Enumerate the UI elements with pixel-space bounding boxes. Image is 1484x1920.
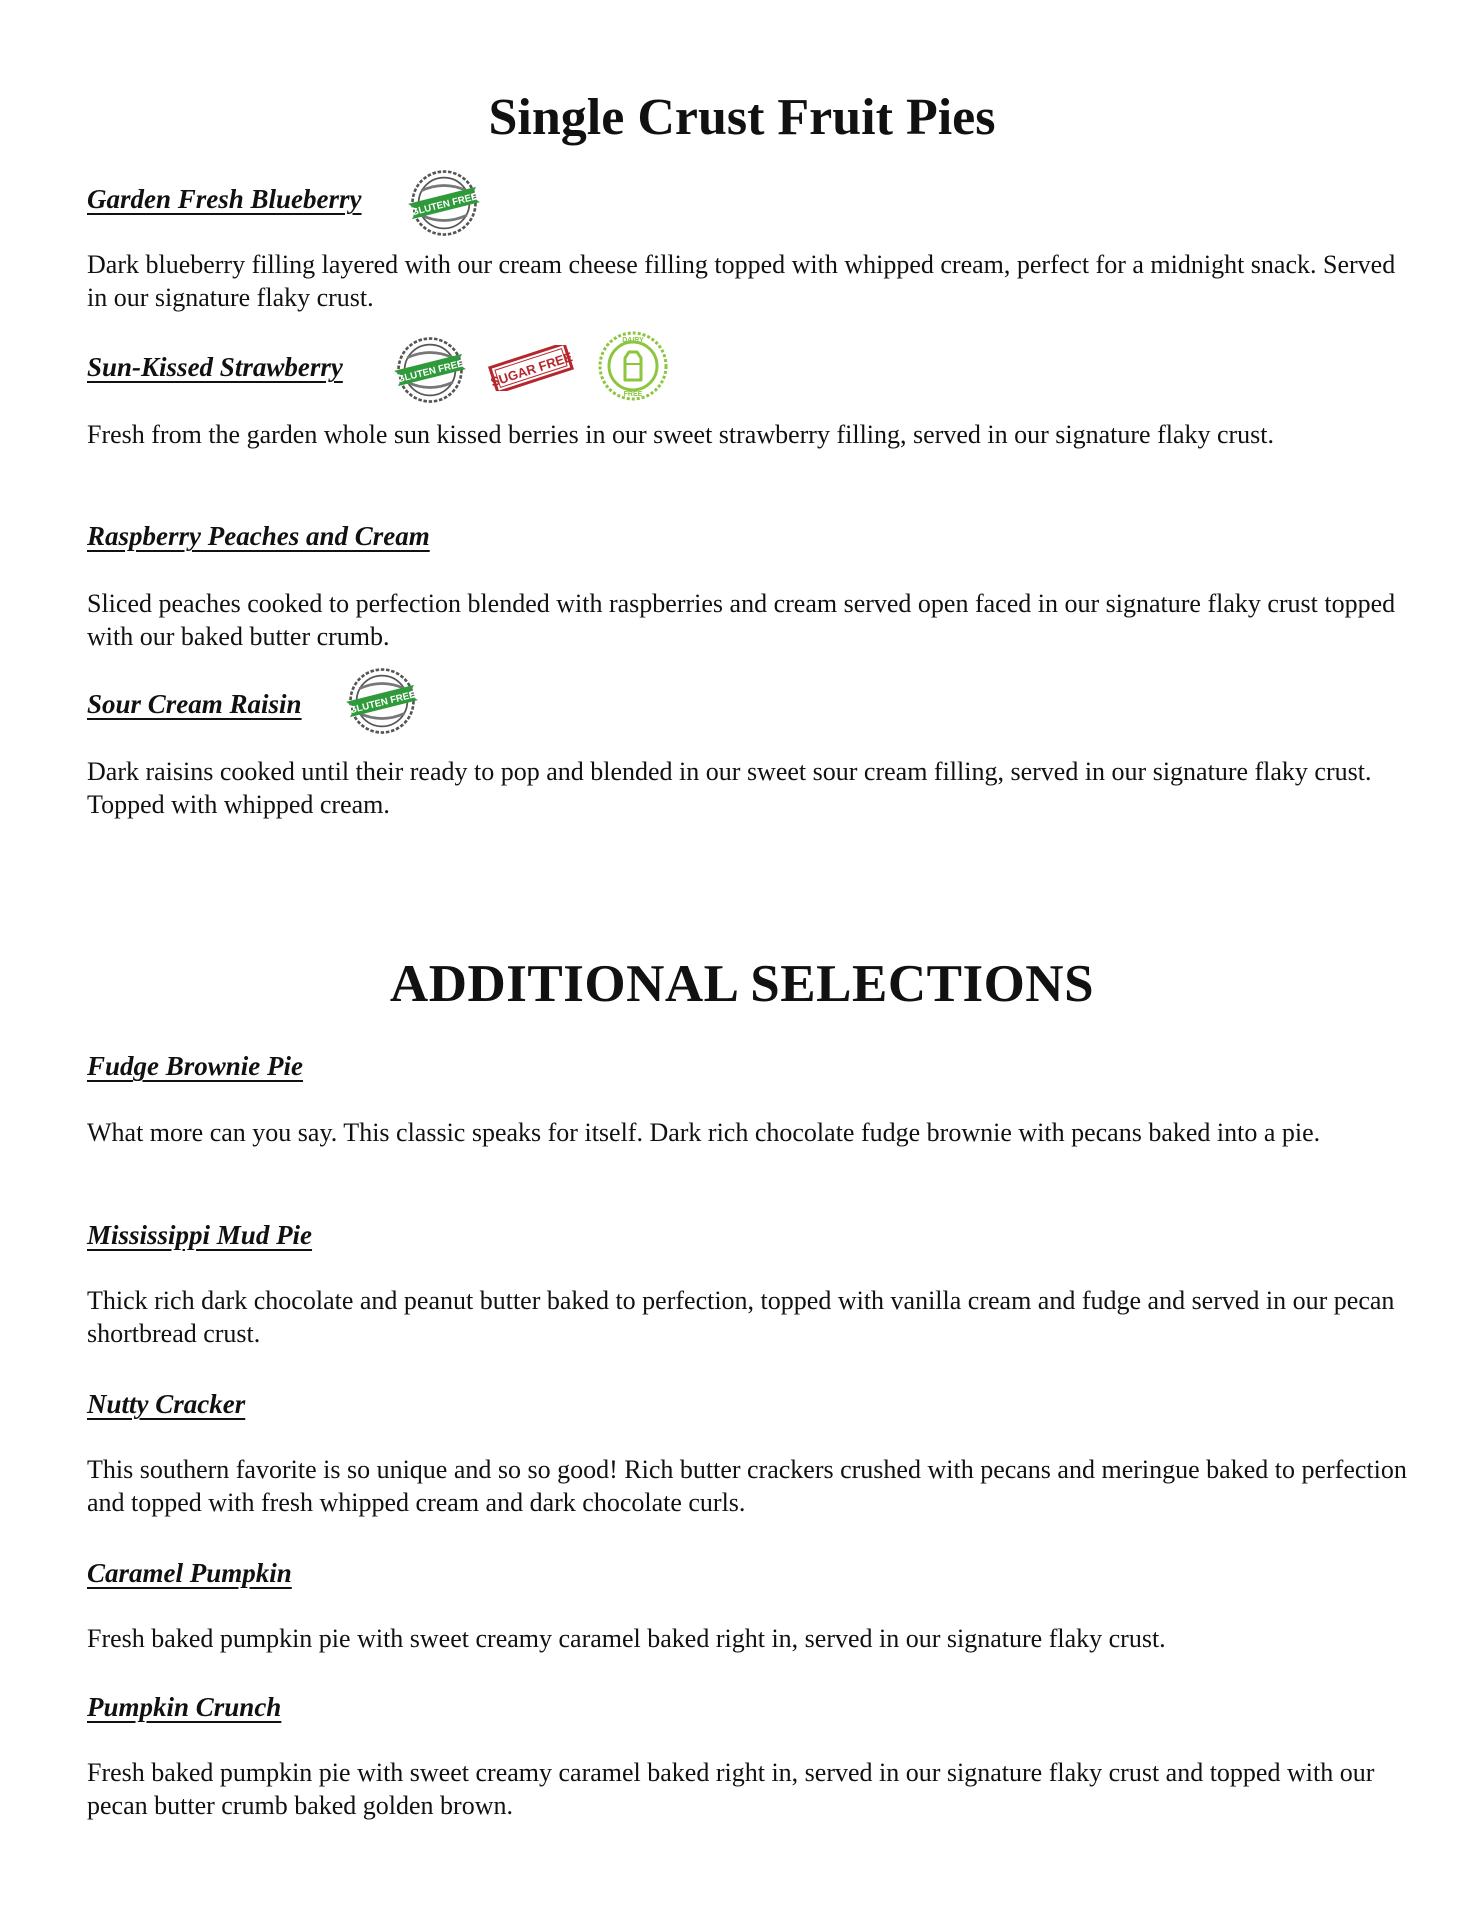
section-title-fruit-pies: Single Crust Fruit Pies <box>488 89 996 146</box>
item-name-raspberry-peaches-and-cream: Raspberry Peaches and Cream <box>87 521 430 551</box>
item-description-pumpkin-crunch: Fresh baked pumpkin pie with sweet creamy caramel baked right in, served in our signature flaky crust and topped with our pecan butter crumb baked golden brown. <box>87 1758 1375 1820</box>
item-description-sun-kissed-strawberry: Fresh from the garden whole sun kissed berries in our sweet strawberry filling, served in our signature flaky crust. <box>87 420 1275 449</box>
item-name-mississippi-mud-pie: Mississippi Mud Pie <box>87 1220 313 1250</box>
item-description-caramel-pumpkin: Fresh baked pumpkin pie with sweet creamy caramel baked right in, served in our signature flaky crust. <box>87 1624 1166 1653</box>
item-description-sour-cream-raisin: Dark raisins cooked until their ready to pop and blended in our sweet sour cream filling, served in our signature flaky crust. Topped with whipped cream. <box>87 757 1372 819</box>
item-name-nutty-cracker: Nutty Cracker <box>87 1389 246 1419</box>
item-name-pumpkin-crunch: Pumpkin Crunch <box>87 1692 282 1722</box>
svg-text:DAIRY: DAIRY <box>622 337 644 344</box>
sugar-free-badge-icon <box>488 345 574 391</box>
item-description-nutty-cracker: This southern favorite is so unique and so so good! Rich butter crackers crushed with pecans and meringue baked to perfection and topped with fresh whipped cream and dark chocolate curls. <box>87 1455 1407 1517</box>
gluten-free-badge-icon <box>342 666 422 736</box>
item-description-garden-fresh-blueberry: Dark blueberry filling layered with our cream cheese filling topped with whipped cream, perfect for a midnight snack. Served in our signature flaky crust. <box>87 250 1396 312</box>
section-title-additional-selections: ADDITIONAL SELECTIONS <box>389 955 1095 1013</box>
item-description-mississippi-mud-pie: Thick rich dark chocolate and peanut butter baked to perfection, topped with vanilla cream and fudge and served in our pecan shortbread crust. <box>87 1286 1395 1348</box>
item-description-raspberry-peaches-and-cream: Sliced peaches cooked to perfection blended with raspberries and cream served open faced in our signature flaky crust topped with our baked butter crumb. <box>87 589 1396 651</box>
item-name-sour-cream-raisin: Sour Cream Raisin <box>87 689 302 719</box>
svg-text:SUGAR FREE: SUGAR FREE <box>488 349 574 390</box>
dairy-free-badge-icon <box>597 330 669 402</box>
svg-text:FREE: FREE <box>623 391 643 398</box>
item-name-garden-fresh-blueberry: Garden Fresh Blueberry <box>87 184 362 214</box>
gluten-free-badge-icon <box>390 335 470 405</box>
item-name-sun-kissed-strawberry: Sun-Kissed Strawberry <box>87 352 343 382</box>
item-name-caramel-pumpkin: Caramel Pumpkin <box>87 1558 292 1588</box>
item-name-fudge-brownie-pie: Fudge Brownie Pie <box>87 1051 304 1081</box>
gluten-free-badge-icon <box>404 168 484 238</box>
item-description-fudge-brownie-pie: What more can you say. This classic speaks for itself. Dark rich chocolate fudge brownie with pecans baked into a pie. <box>87 1118 1321 1147</box>
